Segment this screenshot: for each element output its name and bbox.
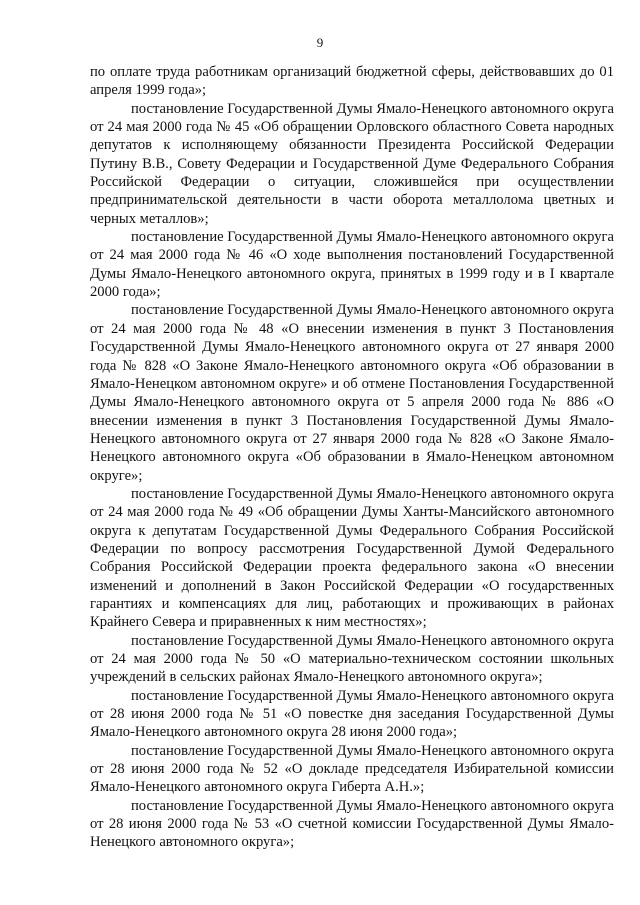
paragraph-resolution-51: постановление Государственной Думы Ямало-Ненецкого автономного округа от 28 июня 2000 года № 51 «О повестке дня заседания Государственной Думы Ямало-Ненецкого автономного округа 28 июня 2000 года»; [90,687,614,741]
paragraph-resolution-48: постановление Государственной Думы Ямало-Ненецкого автономного округа от 24 мая 2000 года № 48 «О внесении изменения в пункт 3 Постановления Государственной Думы Ямало-Ненецкого автономного округа от 27 января 2000 года № 828 «О Законе Ямало-Ненецкого автономного округа «Об образовании в Ямало-Ненецком автономном округе» и об отмене Постановления Государственной Думы Ямало-Ненецкого автономного округа от 5 апреля 2000 года № 886 «О внесении изменения в пункт 3 Постановления Государственной Думы Ямало-Ненецкого автономного округа от 27 января 2000 года № 828 «О Законе Ямало-Ненецкого автономного округа «Об образовании в Ямало-Ненецком автономном округе»; [90,302,614,484]
paragraph-resolution-50: постановление Государственной Думы Ямало-Ненецкого автономного округа от 24 мая 2000 года № 50 «О материально-техническом состоянии школьных учреждений в сельских районах Ямало-Ненецкого автономного округа»; [90,632,614,686]
paragraph-resolution-52: постановление Государственной Думы Ямало-Ненецкого автономного округа от 28 июня 2000 года № 52 «О докладе председателя Избирательной комиссии Ямало-Ненецкого автономного округа Гиберта А.Н.»; [90,742,614,796]
paragraph-continuation: по оплате труда работникам организаций бюджетной сферы, действовавших до 01 апреля 1999 года»; [90,64,614,99]
paragraph-resolution-53: постановление Государственной Думы Ямало-Ненецкого автономного округа от 28 июня 2000 года № 53 «О счетной комиссии Государственной Думы Ямало-Ненецкого автономного округа»; [90,797,614,851]
paragraph-resolution-45: постановление Государственной Думы Ямало-Ненецкого автономного округа от 24 мая 2000 года № 45 «Об обращении Орловского областного Совета народных депутатов к исполняющему обязанности Президента Российской Федерации Путину В.В., Совету Федерации и Государственной Думе Федерального Собрания Российской Федерации о ситуации, сложившейся при осуществлении предпринимательской деятельности в части оборота металлолома цветных и черных металлов»; [90,100,614,227]
paragraph-resolution-46: постановление Государственной Думы Ямало-Ненецкого автономного округа от 24 мая 2000 года № 46 «О ходе выполнения постановлений Государственной Думы Ямало-Ненецкого автономного округа, принятых в 1999 году и в I квартале 2000 года»; [90,229,614,301]
document-body [90,63,614,852]
page-number: 9 [316,35,324,50]
paragraph-resolution-49: постановление Государственной Думы Ямало-Ненецкого автономного округа от 24 мая 2000 года № 49 «Об обращении Думы Ханты-Мансийского автономного округа к депутатам Государственной Думы Федерального Собрания Российской Федерации по вопросу рассмотрения Государственной Думой Федерального Собрания Российской Федерации проекта федерального закона «О внесении изменений и дополнений в Закон Российской Федерации «О государственных гарантиях и компенсациях для лиц, работающих и проживающих в районах Крайнего Севера и приравненных к ним местностях»; [90,485,614,631]
